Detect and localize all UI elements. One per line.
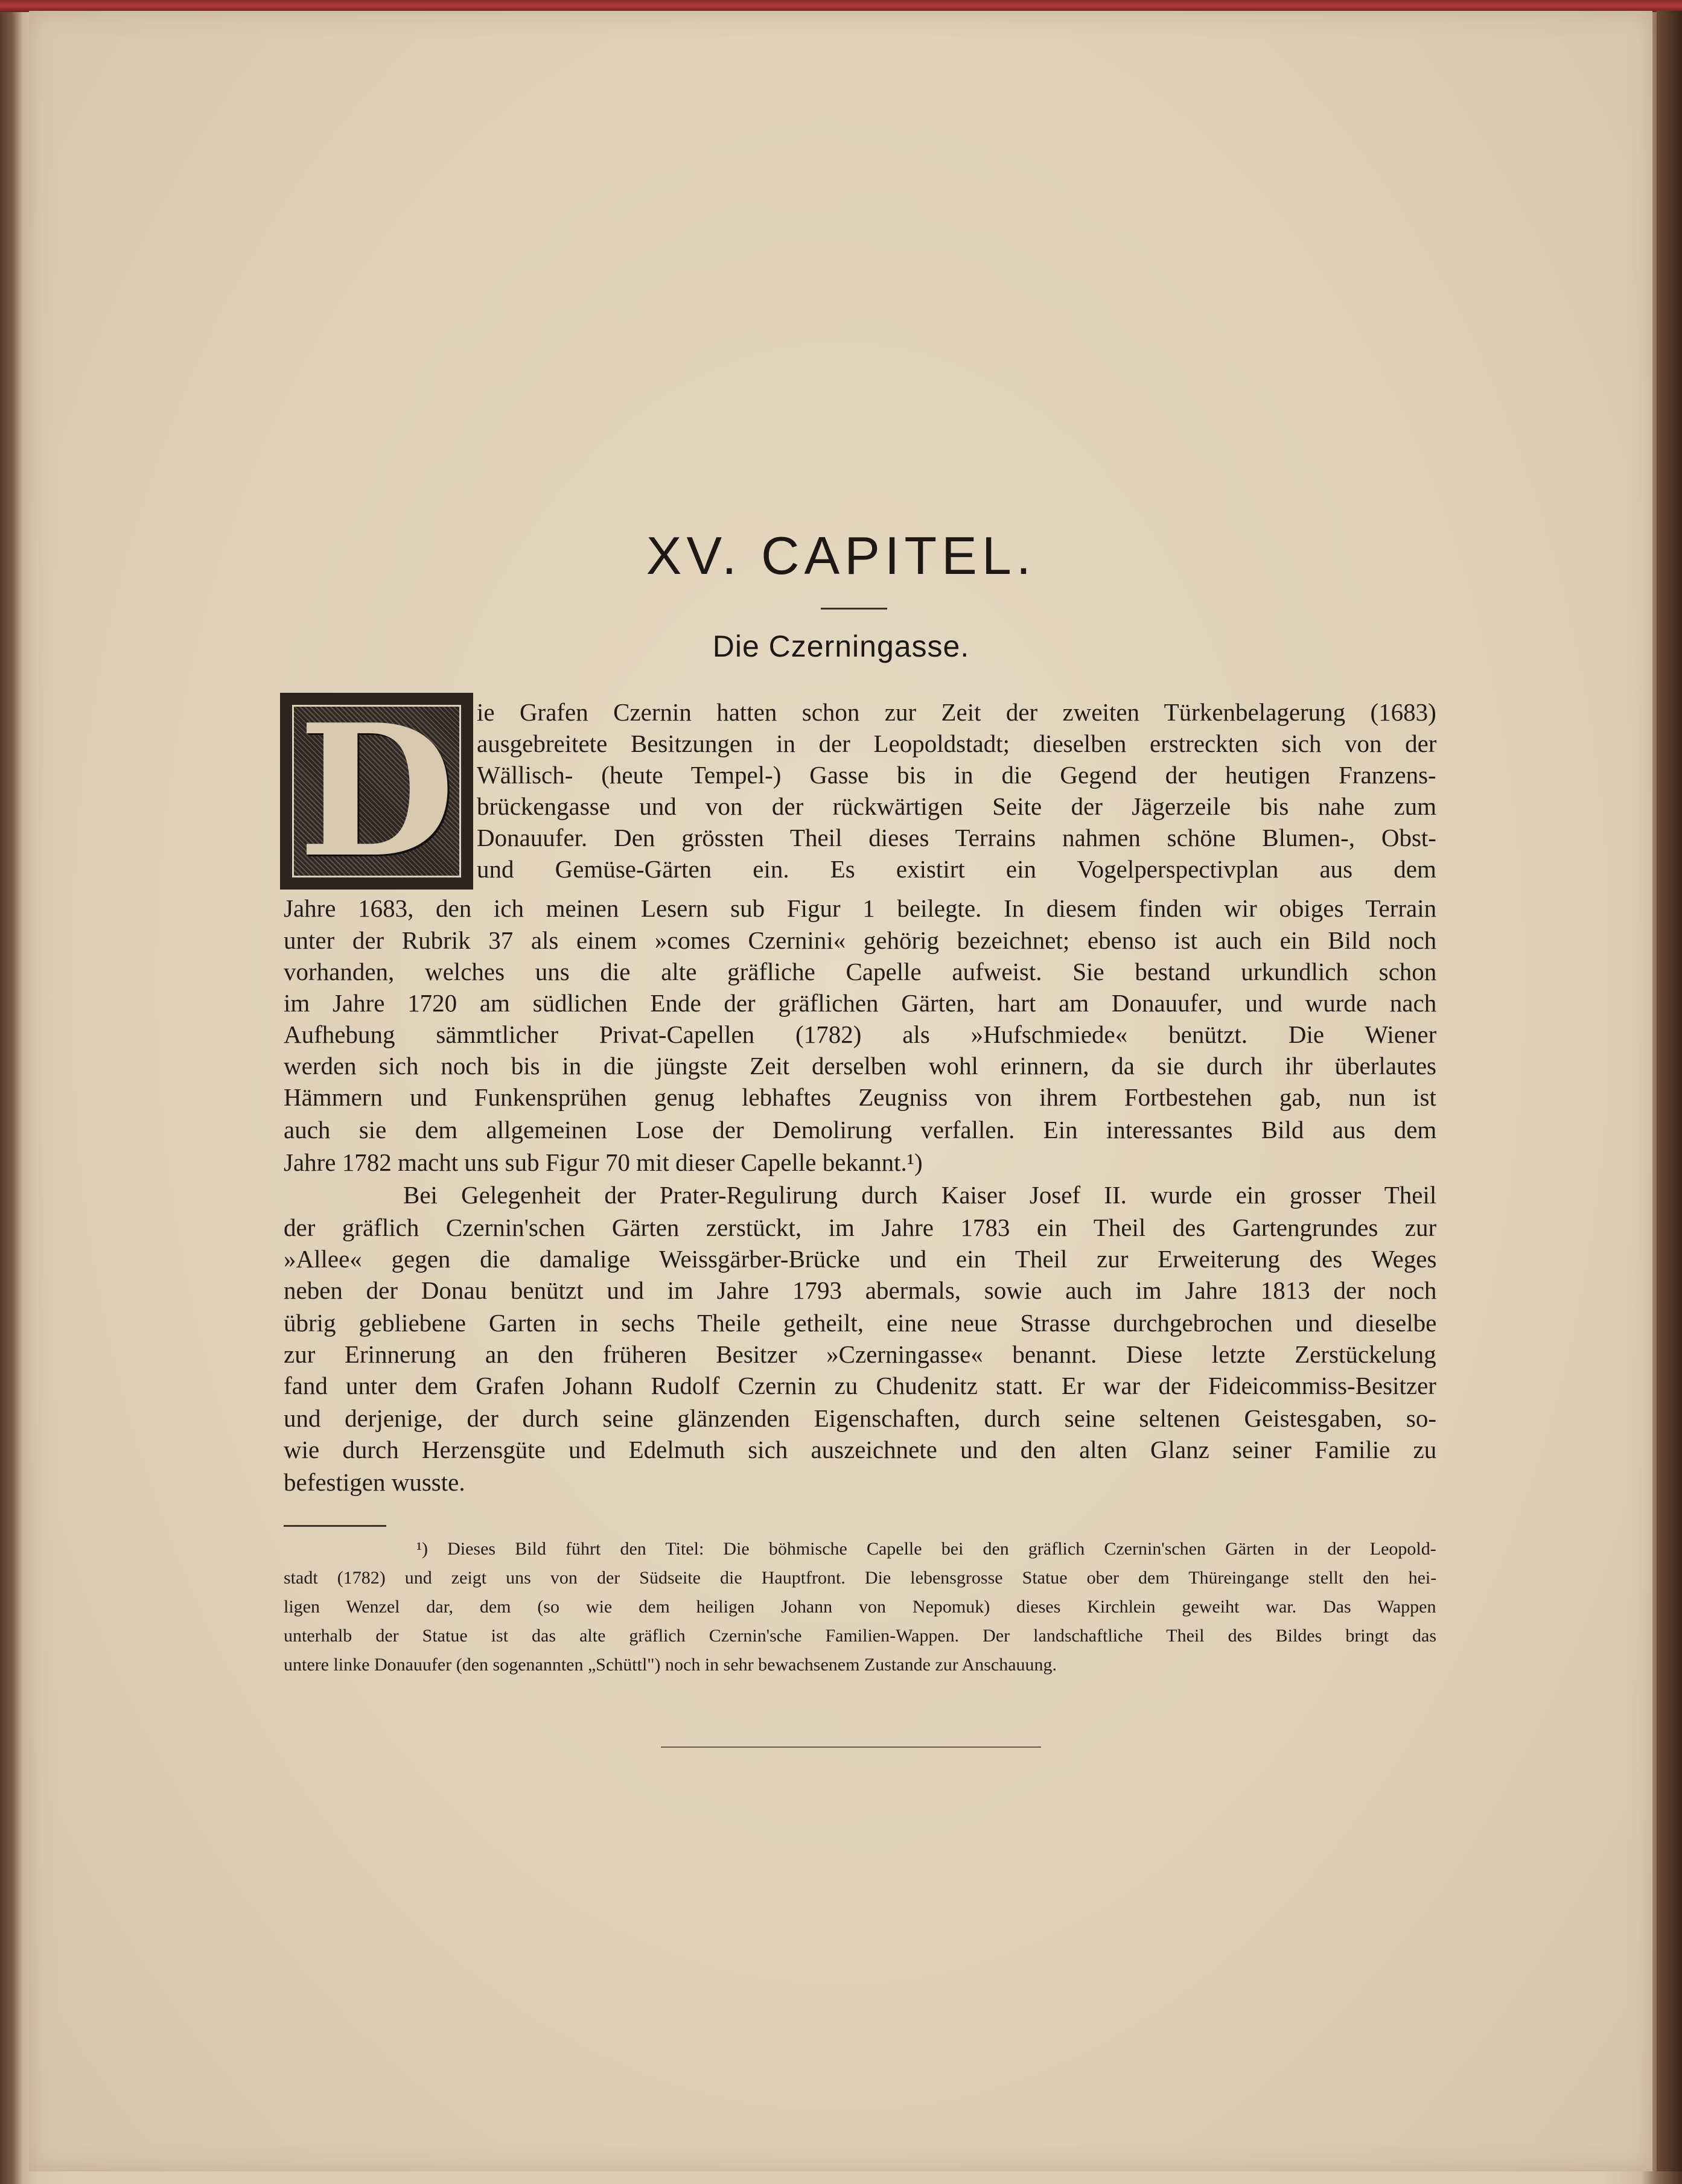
decorated-initial bbox=[280, 684, 473, 897]
section-title: Die Czerningasse. bbox=[712, 629, 970, 663]
footnote-line: ¹) Dieses Bild führt den Titel: Die böhmische Capelle bei den gräflich Czernin'schen Gärten in der Leopold- bbox=[416, 1539, 1436, 1559]
body-line: wie durch Herzensgüte und Edelmuth sich auszeichnete und den alten Glanz seiner Familie zu bbox=[284, 1436, 1437, 1463]
body-line: im Jahre 1720 am südlichen Ende der gräflichen Gärten, hart am Donauufer, und wurde nach bbox=[284, 989, 1437, 1017]
page-edge bbox=[1657, 11, 1682, 2171]
footnote-line: untere linke Donauufer (den sogenannten „Schüttl") noch in sehr bewachsenem Zustande zur Anschauung. bbox=[284, 1655, 1057, 1675]
footnote-line: ligen Wenzel dar, dem (so wie dem heiligen Johann von Nepomuk) dieses Kirchlein geweiht war. Das Wappen bbox=[284, 1597, 1436, 1617]
body-line: und Gemüse-Gärten ein. Es existirt ein Vogelperspectivplan aus dem bbox=[477, 855, 1436, 883]
body-line: und derjenige, der durch seine glänzenden Eigenschaften, durch seine seltenen Geistesgaben, so- bbox=[284, 1404, 1437, 1432]
body-line: fand unter dem Grafen Johann Rudolf Czernin zu Chudenitz statt. Er war der Fideicommiss-Besitzer bbox=[284, 1372, 1436, 1399]
footnote-line: unterhalb der Statue ist das alte gräflich Czernin'sche Familien-Wappen. Der landschaftliche Theil des Bildes bringt das bbox=[284, 1626, 1436, 1646]
footnote-line: stadt (1782) und zeigt uns von der Südseite die Hauptfront. Die lebensgrosse Statue ober dem Thüreingange stellt den hei- bbox=[284, 1568, 1437, 1588]
body-line: übrig gebliebene Garten in sechs Theile getheilt, eine neue Strasse durchgebrochen und dieselbe bbox=[284, 1309, 1437, 1337]
body-line: Aufhebung sämmtlicher Privat-Capellen (1782) als »Hufschmiede« benützt. Die Wiener bbox=[284, 1020, 1437, 1048]
body-line: Hämmern und Funkensprühen genug lebhaftes Zeugniss von ihrem Fortbestehen gab, nun ist bbox=[284, 1083, 1436, 1111]
body-line: brückengasse und von der rückwärtigen Seite der Jägerzeile bis nahe zum bbox=[477, 792, 1437, 820]
chapter-title: XV. CAPITEL. bbox=[646, 526, 1036, 585]
body-line: »Allee« gegen die damalige Weissgärber-Brücke und ein Theil zur Erweiterung des Weges bbox=[284, 1245, 1437, 1273]
body-line: zur Erinnerung an den früheren Besitzer »Czerningasse« benannt. Diese letzte Zerstückelung bbox=[284, 1340, 1436, 1368]
body-line: vorhanden, welches uns die alte gräfliche Capelle aufweist. Sie bestand urkundlich schon bbox=[284, 958, 1437, 985]
body-line: neben der Donau benützt und im Jahre 1793 abermals, sowie auch im Jahre 1813 der noch bbox=[284, 1276, 1437, 1304]
body-line: Bei Gelegenheit der Prater-Regulirung durch Kaiser Josef II. wurde ein grosser Theil bbox=[403, 1181, 1437, 1209]
body-line: unter der Rubrik 37 als einem »comes Czernini« gehörig bezeichnet; ebenso ist auch ein Bild noch bbox=[284, 926, 1437, 954]
body-line: Donauufer. Den grössten Theil dieses Terrains nahmen schöne Blumen-, Obst- bbox=[477, 824, 1436, 852]
bottom-rule bbox=[661, 1746, 1041, 1748]
footnote-divider bbox=[284, 1525, 386, 1527]
body-line: auch sie dem allgemeinen Lose der Demolirung verfallen. Ein interessantes Bild aus dem bbox=[284, 1116, 1437, 1144]
body-line: Wällisch- (heute Tempel-) Gasse bis in die Gegend der heutigen Franzens- bbox=[477, 761, 1436, 789]
body-line: werden sich noch bis in die jüngste Zeit derselben wohl erinnern, da sie durch ihr überlautes bbox=[284, 1052, 1436, 1080]
body-line: Jahre 1782 macht uns sub Figur 70 mit dieser Capelle bekannt.¹) bbox=[284, 1148, 923, 1176]
body-line: der gräflich Czernin'schen Gärten zerstückt, im Jahre 1783 ein Theil des Gartengrundes zur bbox=[284, 1214, 1437, 1241]
body-line: befestigen wusste. bbox=[284, 1468, 465, 1496]
book-cover-edge bbox=[0, 0, 1682, 12]
body-line: ausgebreitete Besitzungen in der Leopoldstadt; dieselben erstreckten sich von der bbox=[477, 730, 1437, 757]
title-divider bbox=[821, 608, 887, 610]
initial-letter: D bbox=[298, 684, 456, 897]
body-line: Jahre 1683, den ich meinen Lesern sub Figur 1 beilegte. In diesem finden wir obiges Terrain bbox=[284, 894, 1437, 922]
body-line: ie Grafen Czernin hatten schon zur Zeit der zweiten Türkenbelagerung (1683) bbox=[477, 698, 1436, 726]
